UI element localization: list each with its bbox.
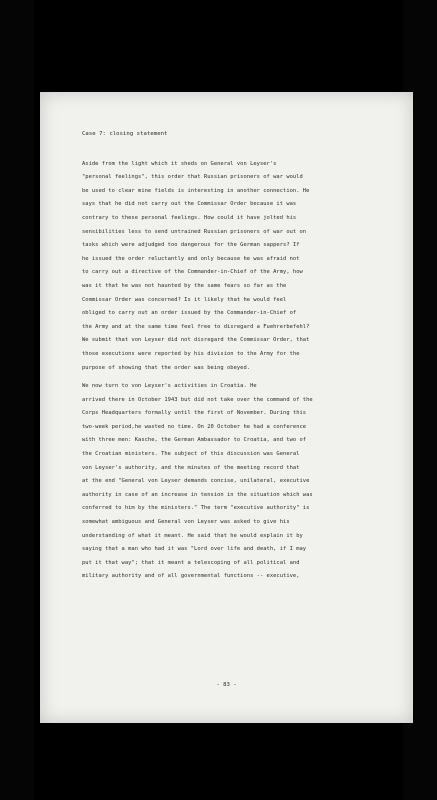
text-line: somewhat ambiguous and General von Leyser was asked to give his xyxy=(82,519,290,526)
text-line: Aside from the light which it sheds on General von Leyser's xyxy=(82,160,277,167)
text-line: We submit that von Leyser did not disregard the Commissar Order, that xyxy=(82,337,310,344)
text-line: two-week period,he wasted no time. On 20 October he had a conference xyxy=(82,423,307,430)
text-line: Corps Headquarters formally until the first of November. During this xyxy=(82,410,307,417)
text-line: he issued the order reluctantly and only because he was afraid not xyxy=(82,255,300,262)
text-line: purpose of showing that the order was being obeyed. xyxy=(82,364,251,371)
text-line: arrived there in October 1943 but did not take over the command of the xyxy=(82,396,313,403)
text-line: the Croatian ministers. The subject of this discussion was General xyxy=(82,451,300,458)
text-line: be used to clear mine fields is interesting in another connection. He xyxy=(82,187,310,194)
text-line: at the end "General von Leyser demands concise, unilateral, executive xyxy=(82,478,310,485)
text-line: military authority and of all governmental functions -- executive, xyxy=(82,573,300,580)
case-heading: Case 7: closing statement xyxy=(82,131,168,137)
text-line: says that he did not carry out the Commissar Order because it was xyxy=(82,201,297,208)
text-line: understanding of what it meant. He said that he would explain it by xyxy=(82,532,303,539)
film-edge-left xyxy=(0,0,34,800)
text-line: to carry out a directive of the Commander-in-Chief of the Army, how xyxy=(82,269,303,276)
page-number: - 83 - xyxy=(216,682,237,688)
text-line: those executions were reported by his division to the Army for the xyxy=(82,350,300,357)
text-line: was it that he was not haunted by the same fears so far as the xyxy=(82,282,287,289)
paragraph-1 xyxy=(82,158,387,376)
text-line: Commissar Order was concerned? Is it likely that he would feel xyxy=(82,296,287,303)
text-line: tasks which were adjudged too dangerous for the German sappers? If xyxy=(82,242,300,249)
text-line: contrary to these personal feelings. How could it have jolted his xyxy=(82,214,297,221)
page-text-block xyxy=(82,128,387,584)
text-line: the Army and at the same time feel free to disregard a Fuehrerbefehl? xyxy=(82,323,310,330)
text-line: von Leyser's authority, and the minutes of the meeting record that xyxy=(82,464,300,471)
text-line: We now turn to von Leyser's activities in Croatia. He xyxy=(82,383,257,390)
text-line: conferred to him by the ministers." The term "executive authority" is xyxy=(82,505,310,512)
paragraph-2 xyxy=(82,380,387,584)
text-line: sensibilities less to send untrained Russian prisoners of war out on xyxy=(82,228,307,235)
text-line: put it that way"; that it meant a telescoping of all political and xyxy=(82,559,300,566)
text-line: with three men: Kasche, the German Ambassador to Croatia, and two of xyxy=(82,437,307,444)
text-line: saying that a man who had it was "Lord over life and death, if I may xyxy=(82,546,307,553)
text-line: "personal feelings", this order that Russian prisoners of war would xyxy=(82,174,303,181)
text-line: authority in case of an increase in tension in the situation which was xyxy=(82,491,313,498)
text-line: obliged to carry out an order issued by the Commander-in-Chief of xyxy=(82,310,297,317)
document-page xyxy=(40,92,413,723)
